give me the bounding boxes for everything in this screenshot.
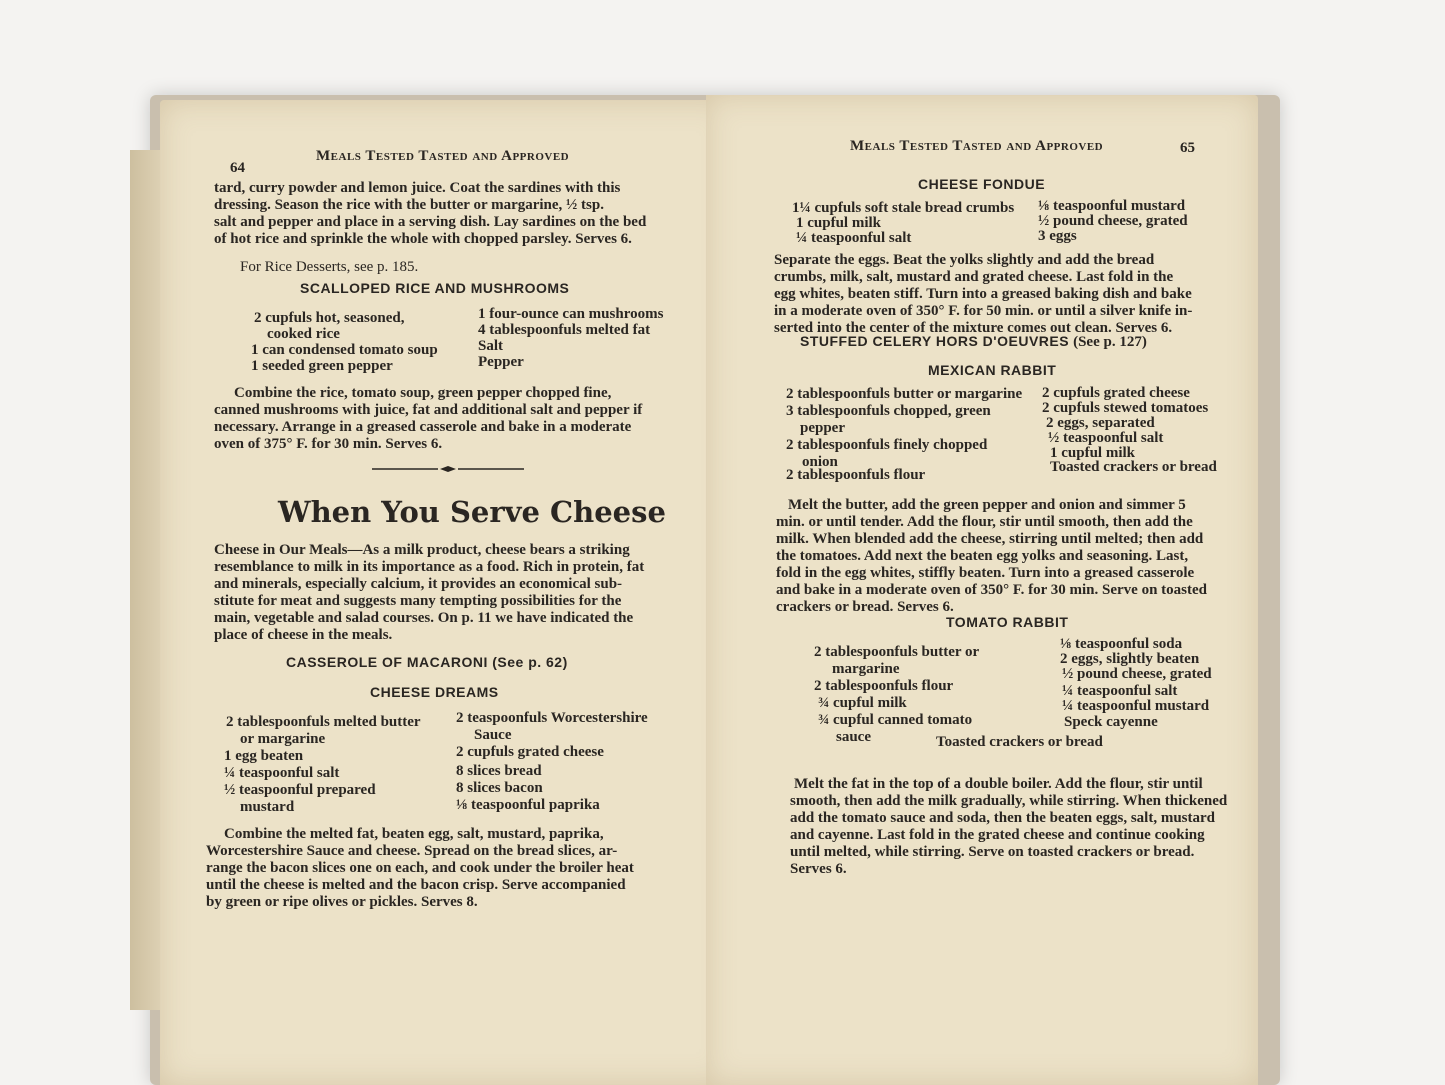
ornamental-divider bbox=[372, 466, 524, 472]
fondue-dir-1: Separate the eggs. Beat the yolks slightly and add the bread bbox=[774, 252, 1155, 268]
cheese-intro-line-3: and minerals, especially calcium, it provides an economical sub- bbox=[214, 576, 623, 592]
tomato-ing-3: 2 tablespoonfuls flour bbox=[814, 678, 954, 694]
cheese-intro-line-5: main, vegetable and salad courses. On p. 11 we have indicated the bbox=[214, 610, 634, 626]
cheese-dreams-title: CHEESE DREAMS bbox=[370, 684, 499, 700]
dreams-dir-3: range the bacon slices one on each, and cook under the broiler heat bbox=[206, 860, 634, 876]
tomato-footer-item: Toasted crackers or bread bbox=[936, 734, 1103, 750]
cheese-intro-text: —As a milk product, cheese bears a striking bbox=[347, 542, 630, 558]
dreams-ing-11: 8 slices bacon bbox=[456, 780, 543, 796]
mexican-rabbit-title: MEXICAN RABBIT bbox=[928, 362, 1057, 378]
dreams-ing-3: 1 egg beaten bbox=[224, 748, 304, 764]
dreams-ing-12: ⅛ teaspoonful paprika bbox=[456, 797, 600, 813]
scalloped-ing-7: Salt bbox=[478, 338, 504, 354]
dreams-dir-5: by green or ripe olives or pickles. Serves 8. bbox=[206, 894, 478, 910]
dreams-ing-1: 2 tablespoonfuls melted butter bbox=[226, 714, 421, 730]
dreams-ing-5: ½ teaspoonful prepared bbox=[224, 782, 376, 798]
scalloped-ing-2: cooked rice bbox=[267, 326, 340, 342]
scalloped-ing-5: 1 four-ounce can mushrooms bbox=[478, 306, 664, 322]
cheese-intro-line-4: stitute for meat and suggests many tempting possibilities for the bbox=[214, 593, 622, 609]
tomato-dir-1: Melt the fat in the top of a double boiler. Add the flour, stir until bbox=[794, 776, 1203, 792]
dreams-ing-6: mustard bbox=[240, 799, 295, 815]
mexican-ing-7: 2 cupfuls grated cheese bbox=[1042, 385, 1190, 401]
dreams-dir-2: Worcestershire Sauce and cheese. Spread on the bread slices, ar- bbox=[206, 843, 618, 859]
dreams-ing-10: 8 slices bread bbox=[456, 763, 542, 779]
left-intro-line-1: tard, curry powder and lemon juice. Coat the sardines with this bbox=[214, 180, 621, 196]
mexican-dir-1: Melt the butter, add the green pepper and onion and simmer 5 bbox=[788, 497, 1186, 513]
mexican-dir-5: fold in the egg whites, stiffly beaten. Turn into a greased casserole bbox=[776, 565, 1195, 581]
tomato-ing-4: ¾ cupful milk bbox=[818, 695, 907, 711]
mexican-ing-10: ½ teaspoonful salt bbox=[1048, 430, 1164, 446]
stuffed-celery-title: STUFFED CELERY HORS D'OEUVRES bbox=[800, 333, 1070, 349]
mexican-dir-3: milk. When blended add the cheese, stirring until melted; then add bbox=[776, 531, 1204, 547]
mexican-ing-1: 2 tablespoonfuls butter or margarine bbox=[786, 386, 1023, 402]
stuffed-celery-line bbox=[800, 333, 1147, 351]
fondue-dir-2: crumbs, milk, salt, mustard and grated cheese. Last fold in the bbox=[774, 269, 1174, 285]
fondue-ing-1: 1¼ cupfuls soft stale bread crumbs bbox=[792, 200, 1015, 216]
stuffed-celery-ref: (See p. 127) bbox=[1073, 334, 1147, 350]
scalloped-dir-3: necessary. Arrange in a greased casserole and bake in a moderate bbox=[214, 419, 632, 435]
scalloped-dir-4: oven of 375° F. for 30 min. Serves 6. bbox=[214, 436, 443, 452]
dreams-ing-4: ¼ teaspoonful salt bbox=[224, 765, 340, 781]
cheese-intro-line-2: resemblance to milk in its importance as a food. Rich in protein, fat bbox=[214, 559, 645, 575]
cheese-fondue-title: CHEESE FONDUE bbox=[918, 176, 1046, 192]
cheese-section-title: When You Serve Cheese bbox=[278, 495, 666, 529]
cheese-intro-line-6: place of cheese in the meals. bbox=[214, 627, 393, 643]
mexican-ing-8: 2 cupfuls stewed tomatoes bbox=[1042, 400, 1209, 416]
tomato-ing-12: Speck cayenne bbox=[1064, 714, 1158, 730]
tomato-ing-8: 2 eggs, slightly beaten bbox=[1060, 651, 1200, 667]
fondue-ing-2: 1 cupful milk bbox=[796, 215, 882, 231]
dreams-dir-1: Combine the melted fat, beaten egg, salt, mustard, paprika, bbox=[224, 826, 604, 842]
right-page-number: 65 bbox=[1180, 140, 1195, 156]
mexican-dir-6: and bake in a moderate oven of 350° F. for 30 min. Serve on toasted bbox=[776, 582, 1207, 598]
fondue-ing-4: ⅛ teaspoonful mustard bbox=[1038, 198, 1186, 214]
tomato-ing-1: 2 tablespoonfuls butter or bbox=[814, 644, 980, 660]
dreams-ing-7: 2 teaspoonfuls Worcestershire bbox=[456, 710, 648, 726]
mexican-ing-6: 2 tablespoonfuls flour bbox=[786, 467, 926, 483]
tomato-dir-2: smooth, then add the milk gradually, while stirring. When thickened bbox=[790, 793, 1228, 809]
fondue-dir-4: in a moderate oven of 350° F. for 50 min. or until a silver knife in- bbox=[774, 303, 1193, 319]
right-running-header: Meals Tested Tasted and Approved bbox=[850, 138, 1104, 154]
tomato-ing-10: ¼ teaspoonful salt bbox=[1062, 683, 1178, 699]
mexican-dir-7: crackers or bread. Serves 6. bbox=[776, 599, 954, 615]
mexican-ing-2: 3 tablespoonfuls chopped, green bbox=[786, 403, 991, 419]
fondue-ing-3: ¼ teaspoonful salt bbox=[796, 230, 912, 246]
left-intro-line-3: salt and pepper and place in a serving dish. Lay sardines on the bed bbox=[214, 214, 647, 230]
left-intro-line-2: dressing. Season the rice with the butter or margarine, ½ tsp. bbox=[214, 197, 604, 213]
tomato-ing-2: margarine bbox=[832, 661, 900, 677]
dreams-ing-8: Sauce bbox=[474, 727, 512, 743]
mexican-dir-4: the tomatoes. Add next the beaten egg yolks and seasoning. Last, bbox=[776, 548, 1189, 564]
cheese-intro-lead: Cheese in Our Meals bbox=[214, 542, 348, 558]
tomato-ing-11: ¼ teaspoonful mustard bbox=[1062, 698, 1210, 714]
scalloped-dir-1: Combine the rice, tomato soup, green pepper chopped fine, bbox=[234, 385, 612, 401]
tomato-dir-6: Serves 6. bbox=[790, 861, 847, 877]
tomato-ing-9: ½ pound cheese, grated bbox=[1062, 666, 1212, 682]
cheese-intro-line-1 bbox=[214, 542, 630, 559]
casserole-macaroni-ref: CASSEROLE OF MACARONI (See p. 62) bbox=[286, 654, 568, 670]
mexican-ing-12: Toasted crackers or bread bbox=[1050, 459, 1217, 475]
mexican-ing-11: 1 cupful milk bbox=[1050, 445, 1136, 461]
fondue-ing-5: ½ pound cheese, grated bbox=[1038, 213, 1188, 229]
tomato-ing-6: sauce bbox=[836, 729, 871, 745]
left-intro-line-4: of hot rice and sprinkle the whole with chopped parsley. Serves 6. bbox=[214, 231, 632, 247]
fondue-dir-5: serted into the center of the mixture comes out clean. Serves 6. bbox=[774, 320, 1173, 336]
scalloped-ing-3: 1 can condensed tomato soup bbox=[251, 342, 438, 358]
tomato-dir-4: and cayenne. Last fold in the grated cheese and continue cooking bbox=[790, 827, 1205, 843]
scalloped-ing-8: Pepper bbox=[478, 354, 524, 370]
left-page-number: 64 bbox=[230, 160, 245, 176]
scalloped-ing-4: 1 seeded green pepper bbox=[251, 358, 393, 374]
mexican-dir-2: min. or until tender. Add the flour, stir until smooth, then add the bbox=[776, 514, 1193, 530]
dreams-dir-4: until the cheese is melted and the bacon crisp. Serve accompanied bbox=[206, 877, 626, 893]
scalloped-dir-2: canned mushrooms with juice, fat and additional salt and pepper if bbox=[214, 402, 643, 418]
rice-desserts-note: For Rice Desserts, see p. 185. bbox=[240, 259, 419, 275]
left-running-header: Meals Tested Tasted and Approved bbox=[316, 148, 570, 164]
mexican-ing-3: pepper bbox=[800, 420, 845, 436]
dreams-ing-9: 2 cupfuls grated cheese bbox=[456, 744, 604, 760]
tomato-ing-5: ¾ cupful canned tomato bbox=[818, 712, 973, 728]
fondue-ing-6: 3 eggs bbox=[1038, 228, 1077, 244]
tomato-rabbit-title: TOMATO RABBIT bbox=[946, 614, 1069, 630]
mexican-ing-9: 2 eggs, separated bbox=[1046, 415, 1155, 431]
tomato-dir-3: add the tomato sauce and soda, then the beaten eggs, salt, mustard bbox=[790, 810, 1216, 826]
dreams-ing-2: or margarine bbox=[240, 731, 326, 747]
tomato-ing-7: ⅛ teaspoonful soda bbox=[1060, 636, 1183, 652]
mexican-ing-4: 2 tablespoonfuls finely chopped bbox=[786, 437, 988, 453]
scalloped-ing-1: 2 cupfuls hot, seasoned, bbox=[254, 310, 405, 326]
fondue-dir-3: egg whites, beaten stiff. Turn into a greased baking dish and bake bbox=[774, 286, 1192, 302]
scalloped-rice-title: SCALLOPED RICE AND MUSHROOMS bbox=[300, 280, 570, 296]
mexican-ing-5: onion bbox=[802, 454, 838, 470]
scalloped-ing-6: 4 tablespoonfuls melted fat bbox=[478, 322, 651, 338]
tomato-dir-5: until melted, while stirring. Serve on toasted crackers or bread. bbox=[790, 844, 1195, 860]
